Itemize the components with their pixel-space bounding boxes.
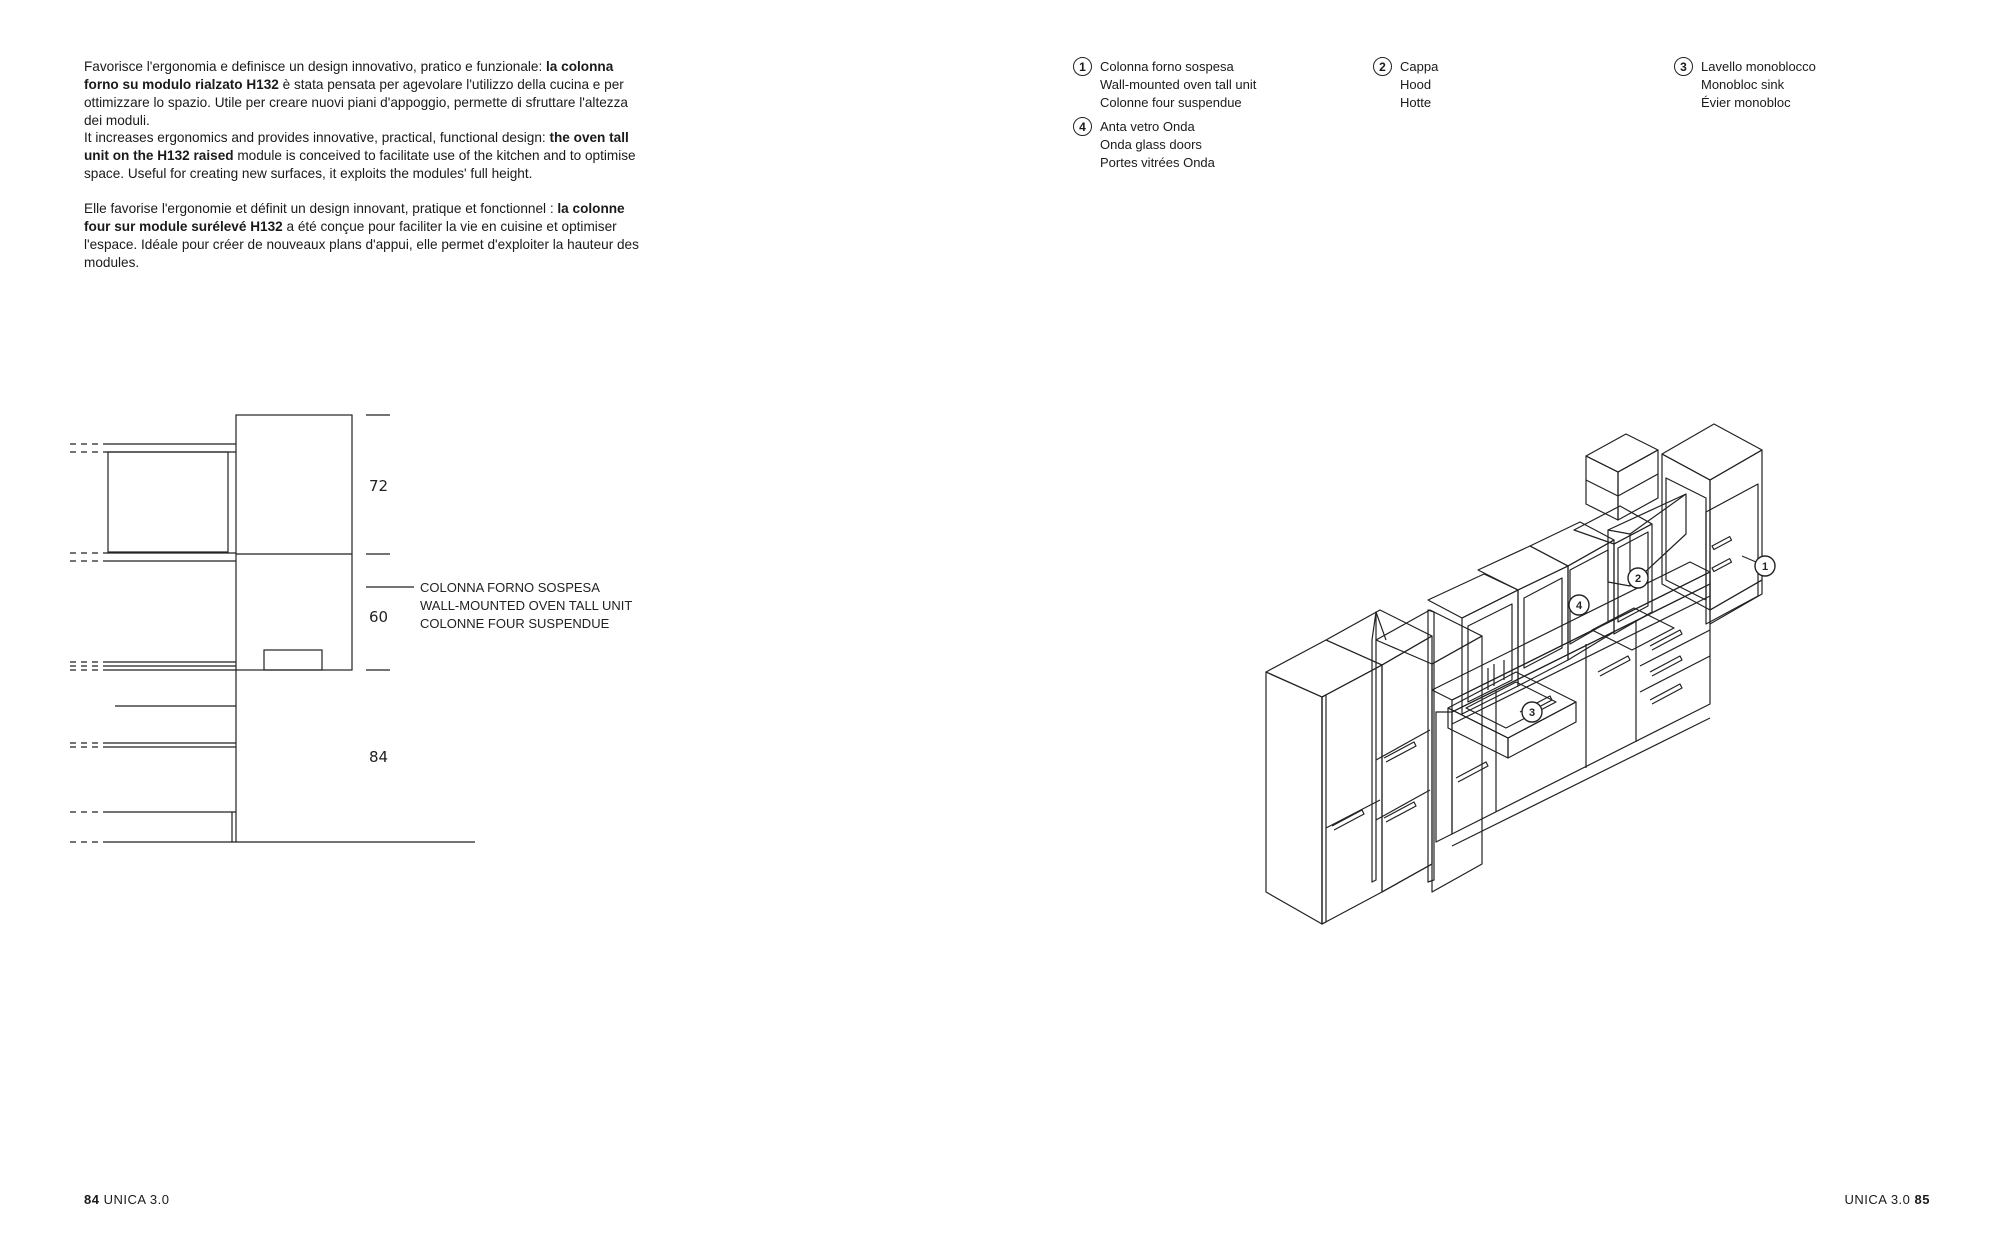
- intro-fr-pre: Elle favorise l'ergonomie et définit un design innovant, pratique et fonctionnel :: [84, 201, 558, 216]
- iso-marker-2: [1628, 568, 1648, 588]
- worktop: [1432, 562, 1710, 712]
- callout-line-en: WALL-MOUNTED OVEN TALL UNIT: [420, 598, 633, 613]
- legend-number-badge: 3: [1674, 57, 1693, 76]
- tall-drawer-column: [1372, 610, 1482, 892]
- legend-label-it: Colonna forno sospesa: [1100, 59, 1234, 74]
- legend-label-en: Onda glass doors: [1100, 137, 1202, 152]
- legend-label-fr: Portes vitrées Onda: [1100, 155, 1215, 170]
- hood-chimney: [1586, 434, 1686, 586]
- dimension-60: 60: [369, 608, 389, 626]
- legend-label-fr: Hotte: [1400, 95, 1432, 110]
- intro-fr-bold: la colonne four sur module surélevé H132: [84, 201, 625, 234]
- intro-it-bold: la colonna forno su modulo rialzato H132: [84, 59, 614, 92]
- tall-fridge-column: [1326, 610, 1432, 892]
- legend-label-en: Hood: [1400, 77, 1432, 92]
- iso-marker-1: [1742, 556, 1775, 576]
- intro-fr-post: a été conçue pour faciliter la vie en cuisine et optimiser l'espace. Idéale pour créer de nouveaux plans d'appui, elle permet d'exploiter la hauteur des modules.: [84, 219, 639, 270]
- footer-title-right: UNICA 3.0: [1844, 1192, 1911, 1207]
- legend-label-fr: Évier monobloc: [1701, 95, 1791, 110]
- legend-label-it: Lavello monoblocco: [1701, 59, 1816, 74]
- iso-marker-4: [1569, 595, 1589, 615]
- page-number-left: 84: [84, 1192, 100, 1207]
- iso-marker-3-label: 3: [1528, 707, 1536, 719]
- legend-label-fr: Colonne four suspendue: [1100, 95, 1242, 110]
- intro-en-post: module is conceived to facilitate use of the kitchen and to optimise space. Useful for creating new surfaces, it exploits the modules' full height.: [84, 148, 636, 181]
- legend-label-en: Monobloc sink: [1701, 77, 1785, 92]
- wall-dash-marks: [70, 444, 108, 842]
- intro-it-pre: Favorisce l'ergonomia e definisce un design innovativo, pratico e funzionale:: [84, 59, 547, 74]
- isometric-kitchen-drawing: [1266, 424, 1762, 924]
- footer-right: [1844, 1192, 1930, 1207]
- page-number-right: 85: [1914, 1192, 1930, 1207]
- legend-label-it: Cappa: [1400, 59, 1439, 74]
- iso-marker-3: [1522, 702, 1542, 722]
- oven-tall-unit-profile: [236, 415, 352, 670]
- dimension-84: 84: [369, 748, 389, 766]
- iso-marker-1-label: 1: [1761, 561, 1769, 573]
- footer-left: [84, 1192, 170, 1207]
- legend-label-it: Anta vetro Onda: [1100, 119, 1195, 134]
- monobloc-sink: [1448, 660, 1576, 758]
- intro-it-post: è stata pensata per agevolare l'utilizzo della cucina e per ottimizzare lo spazio. Utile per creare nuovi piani d'appoggio, permette di sfruttare l'altezza dei moduli.: [84, 77, 628, 128]
- callout-line-fr: COLONNE FOUR SUSPENDUE: [420, 616, 610, 631]
- wall-unit-profile: [108, 452, 228, 552]
- intro-en-pre: It increases ergonomics and provides innovative, practical, functional design:: [84, 130, 550, 145]
- side-elevation-diagram: [70, 415, 475, 842]
- callout-line-it: COLONNA FORNO SOSPESA: [420, 580, 600, 595]
- hanging-oven-column: [1662, 424, 1762, 624]
- legend-number-badge: 2: [1373, 57, 1392, 76]
- base-cabinets: [1436, 584, 1710, 846]
- footer-title-left: UNICA 3.0: [103, 1192, 170, 1207]
- wall-cabinets: [1428, 506, 1652, 714]
- intro-en-bold: the oven tall unit on the H132 raised: [84, 130, 629, 163]
- legend-label-en: Wall-mounted oven tall unit: [1100, 77, 1257, 92]
- legend-number-badge: 4: [1073, 117, 1092, 136]
- oven-handle-profile: [264, 650, 322, 670]
- iso-marker-4-label: 4: [1575, 600, 1583, 612]
- dimension-72: 72: [369, 477, 389, 495]
- legend-number-badge: 1: [1073, 57, 1092, 76]
- iso-marker-2-label: 2: [1634, 573, 1642, 585]
- tall-pantry-column: [1266, 640, 1382, 924]
